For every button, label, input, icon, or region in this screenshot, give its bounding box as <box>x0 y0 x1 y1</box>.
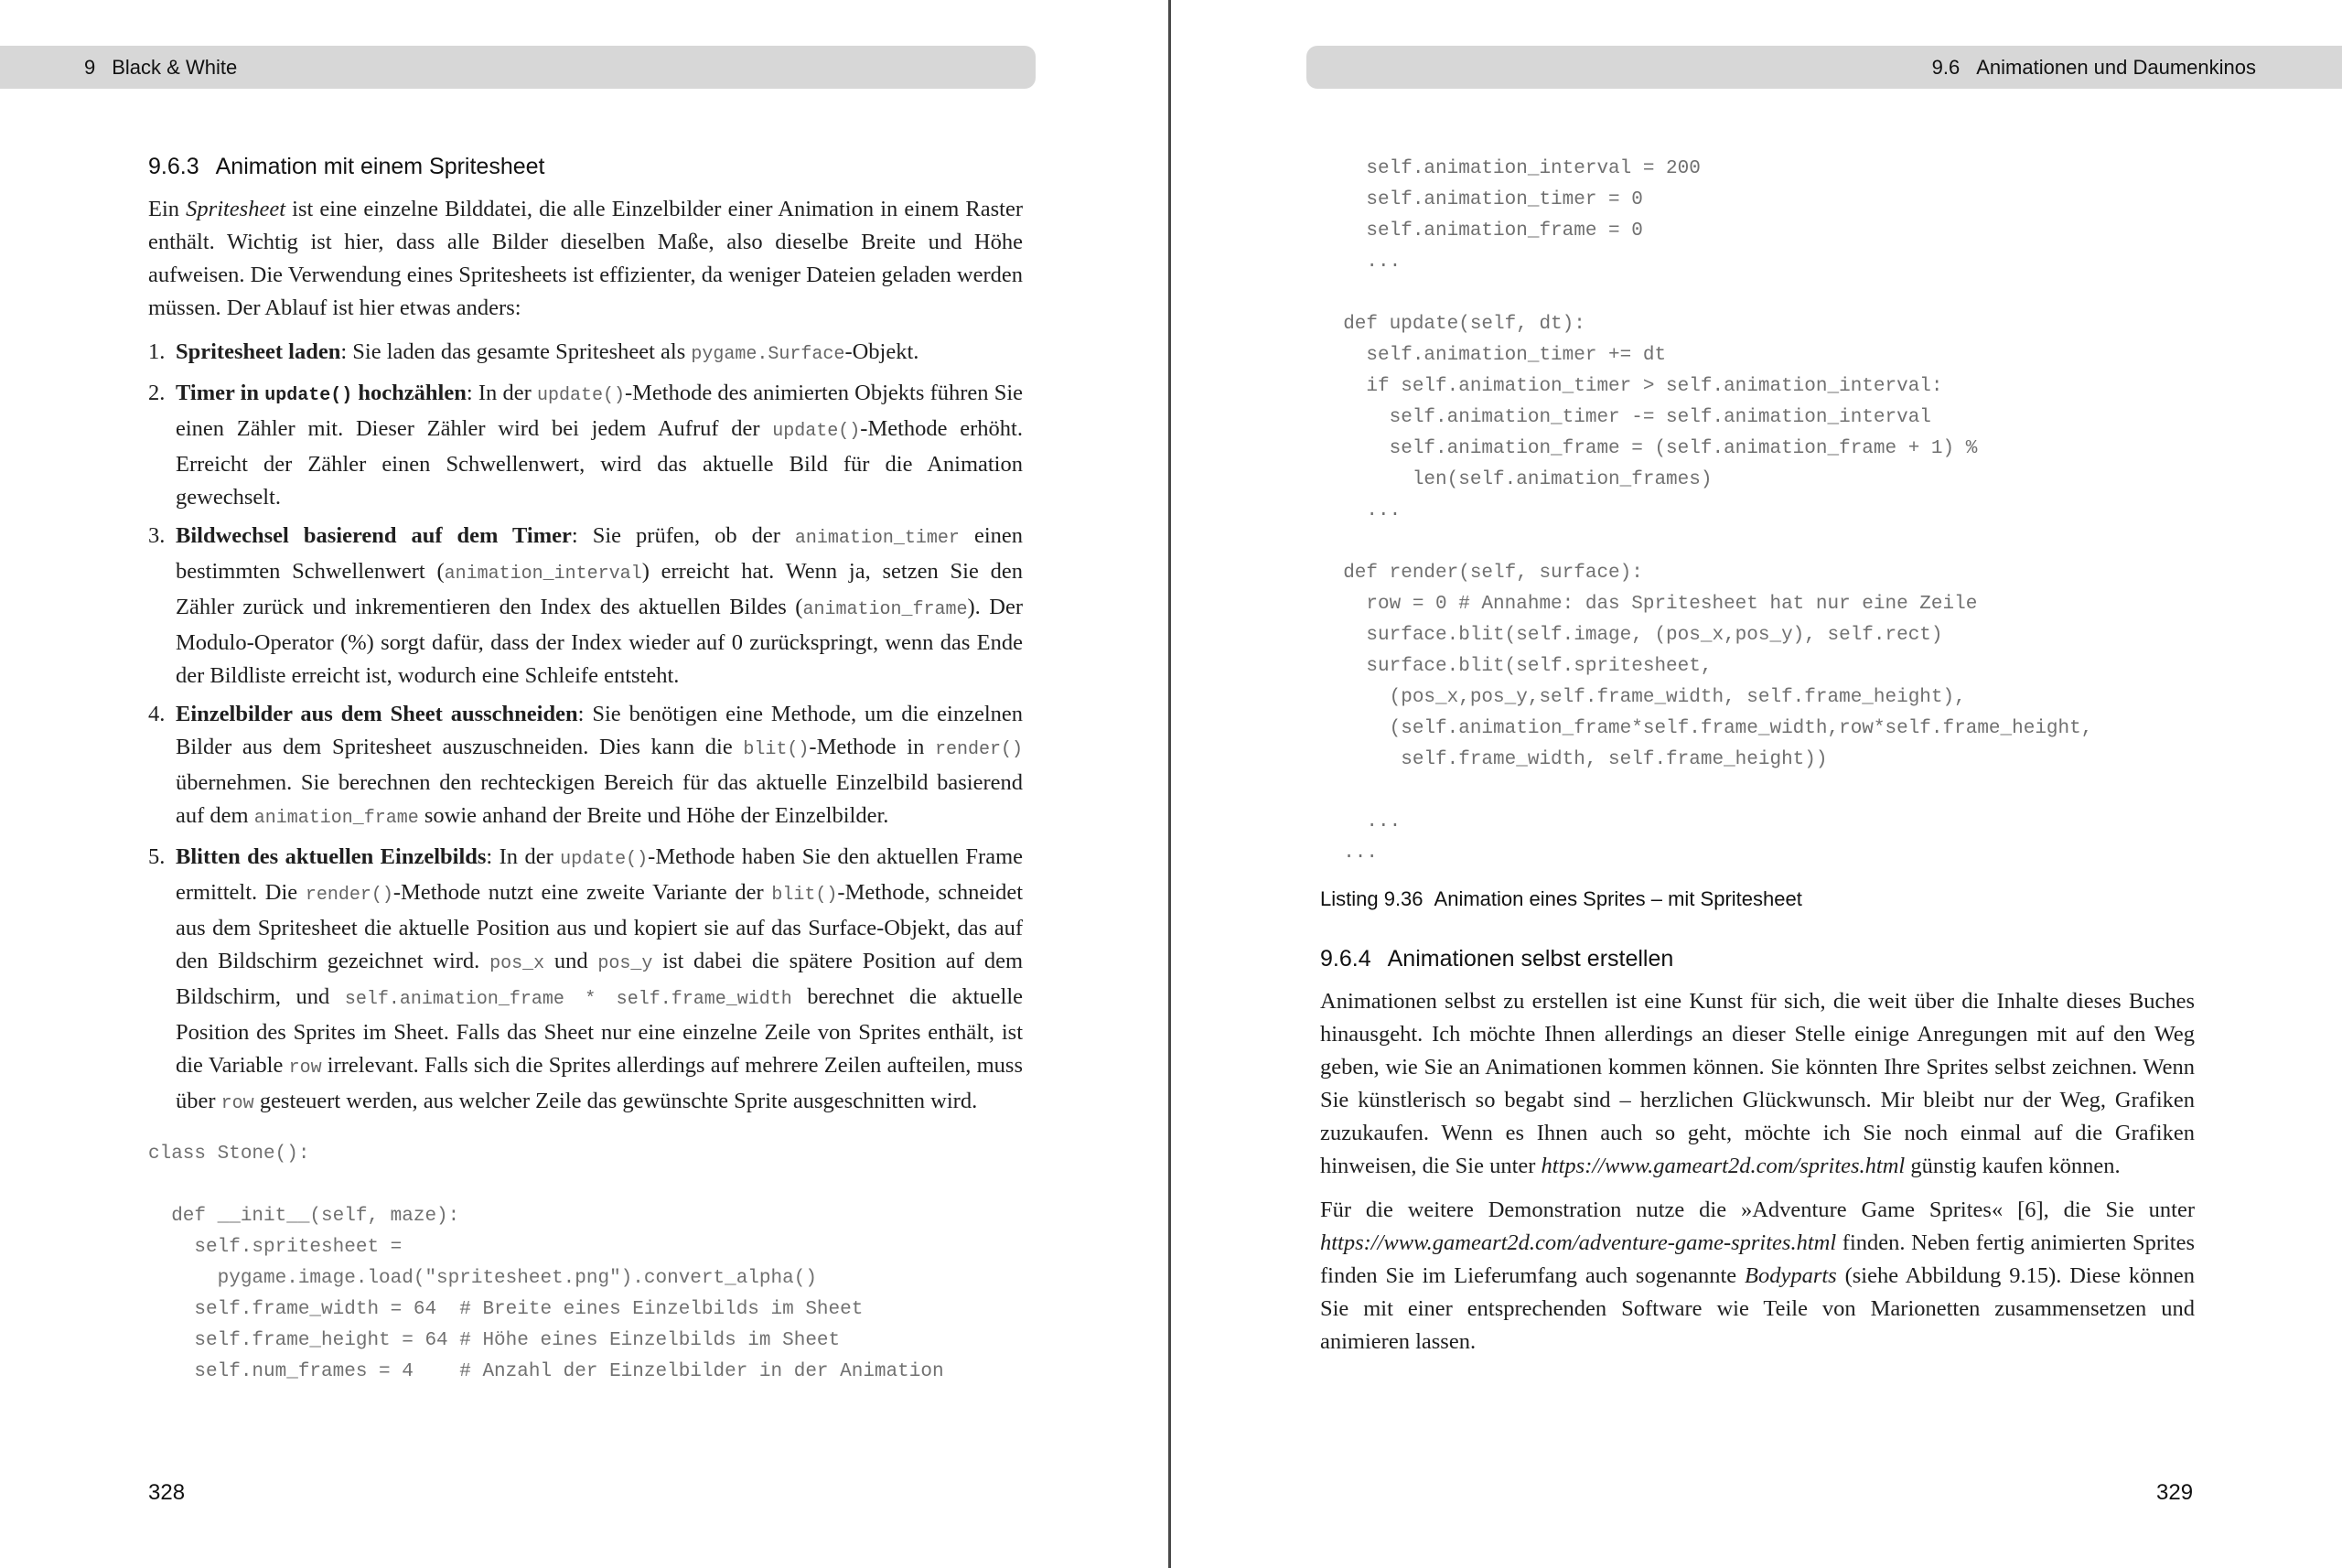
step-title: Spritesheet laden <box>176 339 341 364</box>
list-item <box>148 698 1023 835</box>
listing-label: Listing 9.36 <box>1320 887 1423 910</box>
inline-code: update() <box>536 385 625 406</box>
right-page-content <box>1320 154 2195 1369</box>
inline-code: update() <box>772 421 861 442</box>
list-item <box>148 841 1023 1121</box>
code-listing-left: class Stone(): def __init__(self, maze): self.spritesheet = pygame.image.load("spritesheet.png").convert_alpha() self.frame_width = 64 # Breite eines Einzelbilds im Sheet self.frame_height = 64 # Höhe eines Einzelbilds im Sheet self.num_frames = 4 # Anzahl der Einzelbilder in der Animation <box>148 1144 944 1382</box>
section-number: 9.6.3 <box>148 154 199 179</box>
emphasis: Bodyparts <box>1745 1263 1837 1288</box>
inline-code: update() <box>264 385 353 406</box>
text-run: Ein <box>148 197 187 221</box>
running-header-right <box>1306 46 2342 89</box>
section-title: Animationen selbst erstellen <box>1387 946 1674 972</box>
left-page <box>0 0 1170 1568</box>
inline-code: animation_frame <box>802 599 968 620</box>
right-page <box>1172 0 2342 1568</box>
text-run: -Methode haben Sie den aktuellen Frame ermittelt. Die <box>176 844 1024 905</box>
inline-code: row <box>288 1058 322 1079</box>
chapter-title: Black & White <box>112 56 238 79</box>
page-number-left: 328 <box>148 1480 186 1505</box>
text-run: -Methode erhöht. Erreicht der Zähler einen Schwellenwert, wird das aktuelle Bild für die Animation gewechselt. <box>176 416 1023 510</box>
text-run: hochzählen <box>352 381 467 405</box>
step-title <box>176 381 467 405</box>
text-run: ). Der Modulo-Operator (%) sorgt dafür, dass der Index wieder auf 0 zurückspringt, wenn das Ende der Bildliste erreicht ist, wodurch eine Schleife entsteht. <box>176 595 1024 688</box>
list-number: 4. <box>148 702 166 726</box>
code-listing-right: self.animation_interval = 200 self.animation_timer = 0 self.animation_frame = 0 ... def update(self, dt): self.animation_timer += dt if self.animation_timer > self.animation_interval: self.animation_timer -= self.animation_interval self.animation_frame = (self.animation_frame + 1) % len(self.animation_frames) ... def render(self, surface): row = 0 # Annahme: das Spritesheet hat nur eine Zeile surface.blit(self.image, (pos_x,pos_y), self.rect) surface.blit(self.spritesheet, (pos_x,pos_y,self.frame_width, self.frame_height), (self.animation_frame*self.frame_width,row*self.frame_height, self.frame_width, self.frame_height)) ... ... <box>1343 158 2093 864</box>
text-run: -Methode in <box>809 735 935 759</box>
inline-code: self.animation_frame * self.frame_width <box>344 989 792 1010</box>
url-link[interactable]: https://www.gameart2d.com/adventure-game-sprites.html <box>1320 1230 1837 1255</box>
left-page-content <box>148 154 1023 1388</box>
text-run: Animationen selbst zu erstellen ist eine Kunst für sich, die weit über die Inhalte dieses Buches hinausgeht. Ich möchte Ihnen allerdings an dieser Stelle einige Anregungen mit auf den Weg geben, wie Sie an Animationen kommen können. Sie könnten Ihre Sprites selbst zeichnen. Wenn Sie künstlerisch so begabt sind – herzlichen Glückwunsch. Mir bleibt nur der Weg, Grafiken zuzukaufen. Wenn es Ihnen auch so geht, möchte ich Sie noch einmal auf die Grafiken hinweisen, die Sie unter <box>1320 989 2195 1178</box>
listing-caption <box>1320 887 2195 911</box>
step-title: Einzelbilder aus dem Sheet ausschneiden <box>176 702 578 726</box>
inline-code: pygame.Surface <box>691 344 845 365</box>
inline-code: pos_x <box>489 953 545 974</box>
url-link[interactable]: https://www.gameart2d.com/sprites.html <box>1541 1154 1906 1178</box>
text-run: sowie anhand der Breite und Höhe der Einzelbilder. <box>418 803 889 828</box>
inline-code: animation_frame <box>253 808 419 829</box>
steps-list <box>148 336 1023 1121</box>
list-item <box>148 377 1023 514</box>
text-run: ist dabei die spätere Position auf dem Bildschirm, und <box>176 949 1024 1009</box>
text-run: (siehe Abbildung 9.15). Diese können Sie mit einer entsprechenden Software wie Teile von Marionetten zusammensetzen und animieren lassen. <box>1320 1263 2195 1354</box>
list-number: 2. <box>148 381 166 405</box>
section-heading-964 <box>1320 946 2195 972</box>
text-run: Für die weitere Demonstration nutze die »Adventure Game Sprites« [6], die Sie unter <box>1320 1197 2195 1222</box>
text-run: -Methode nutzt eine zweite Variante der <box>392 880 772 905</box>
emphasis: Spritesheet <box>186 197 286 221</box>
text-run: Timer in <box>176 381 265 405</box>
text-run: und <box>544 949 598 973</box>
step-title: Bildwechsel basierend auf dem Timer <box>176 523 572 548</box>
text-run: : Sie laden das gesamte Spritesheet als <box>340 339 692 364</box>
inline-code: pos_y <box>597 953 653 974</box>
list-number: 3. <box>148 523 166 548</box>
list-number: 1. <box>148 339 166 364</box>
text-run: einen bestimmten Schwellenwert ( <box>176 523 1023 584</box>
inline-code: render() <box>305 885 393 906</box>
text-run: gesteuert werden, aus welcher Zeile das gewünschte Sprite ausgeschnitten wird. <box>253 1089 978 1113</box>
inline-code: animation_timer <box>794 528 960 549</box>
text-run: -Objekt. <box>844 339 919 364</box>
step-title: Blitten des aktuellen Einzelbilds <box>176 844 487 869</box>
inline-code: blit() <box>743 739 810 760</box>
intro-paragraph <box>148 193 1023 325</box>
text-run: : In der <box>466 381 537 405</box>
chapter-number: 9 <box>84 56 96 79</box>
text-run: ist eine einzelne Bilddatei, die alle Einzelbilder einer Animation in einem Raster enthält. Wichtig ist hier, dass alle Bilder dieselben Maße, also dieselbe Breite und Höhe aufweisen. Die Verwendung eines Spritesheets ist effizienter, da weniger Dateien geladen werden müssen. Der Ablauf ist hier etwas anders: <box>148 197 1023 320</box>
section-number: 9.6.4 <box>1320 946 1371 972</box>
inline-code: update() <box>560 849 649 870</box>
list-item <box>148 520 1023 693</box>
text-run: finden. Neben fertig animierten Sprites finden Sie im Lieferumfang auch sogenannte <box>1320 1230 2195 1288</box>
page-number-right: 329 <box>2156 1480 2194 1505</box>
section-heading-963 <box>148 154 1023 180</box>
text-run: ) erreicht hat. Wenn ja, setzen Sie den Zähler zurück und inkrementieren den Index des aktuellen Bildes ( <box>176 559 1023 619</box>
page-gutter <box>1168 0 1171 1568</box>
listing-text: Animation eines Sprites – mit Spritesheet <box>1434 887 1802 910</box>
text-run: : Sie prüfen, ob der <box>571 523 795 548</box>
text-run: irrelevant. Falls sich die Sprites allerdings auf mehrere Zeilen aufteilen, muss über <box>176 1053 1023 1113</box>
running-header-left <box>0 46 1036 89</box>
inline-code: blit() <box>771 885 838 906</box>
text-run: -Methode, schneidet aus dem Spritesheet die aktuelle Position aus und kopiert sie auf das Surface-Objekt, das auf den Bildschirm gezeichnet wird. <box>176 880 1023 973</box>
text-run: : In der <box>486 844 561 869</box>
text-run: berechnet die aktuelle Position des Sprites im Sheet. Falls das Sheet nur eine einzelne Zeile von Sprites enthält, ist die Variable <box>176 984 1023 1078</box>
text-run: : Sie benötigen eine Methode, um die einzelnen Bilder aus dem Spritesheet auszuschneiden. Dies kann die <box>176 702 1023 759</box>
paragraph-2 <box>1320 1194 2195 1359</box>
section-number-header: 9.6 <box>1931 56 1961 79</box>
inline-code: render() <box>935 739 1024 760</box>
text-run: übernehmen. Sie berechnen den rechteckigen Bereich für das aktuelle Einzelbild basierend auf dem <box>176 770 1023 828</box>
list-item <box>148 336 1023 371</box>
inline-code: row <box>220 1093 254 1114</box>
section-title: Animation mit einem Spritesheet <box>215 154 545 179</box>
text-run: -Methode des animierten Objekts führen Sie einen Zähler mit. Dieser Zähler wird bei jedem Aufruf der <box>176 381 1024 441</box>
inline-code: animation_interval <box>444 564 642 585</box>
text-run: günstig kaufen können. <box>1905 1154 2121 1178</box>
section-title-header: Animationen und Daumenkinos <box>1976 56 2256 79</box>
list-number: 5. <box>148 844 166 869</box>
paragraph-1 <box>1320 985 2195 1183</box>
